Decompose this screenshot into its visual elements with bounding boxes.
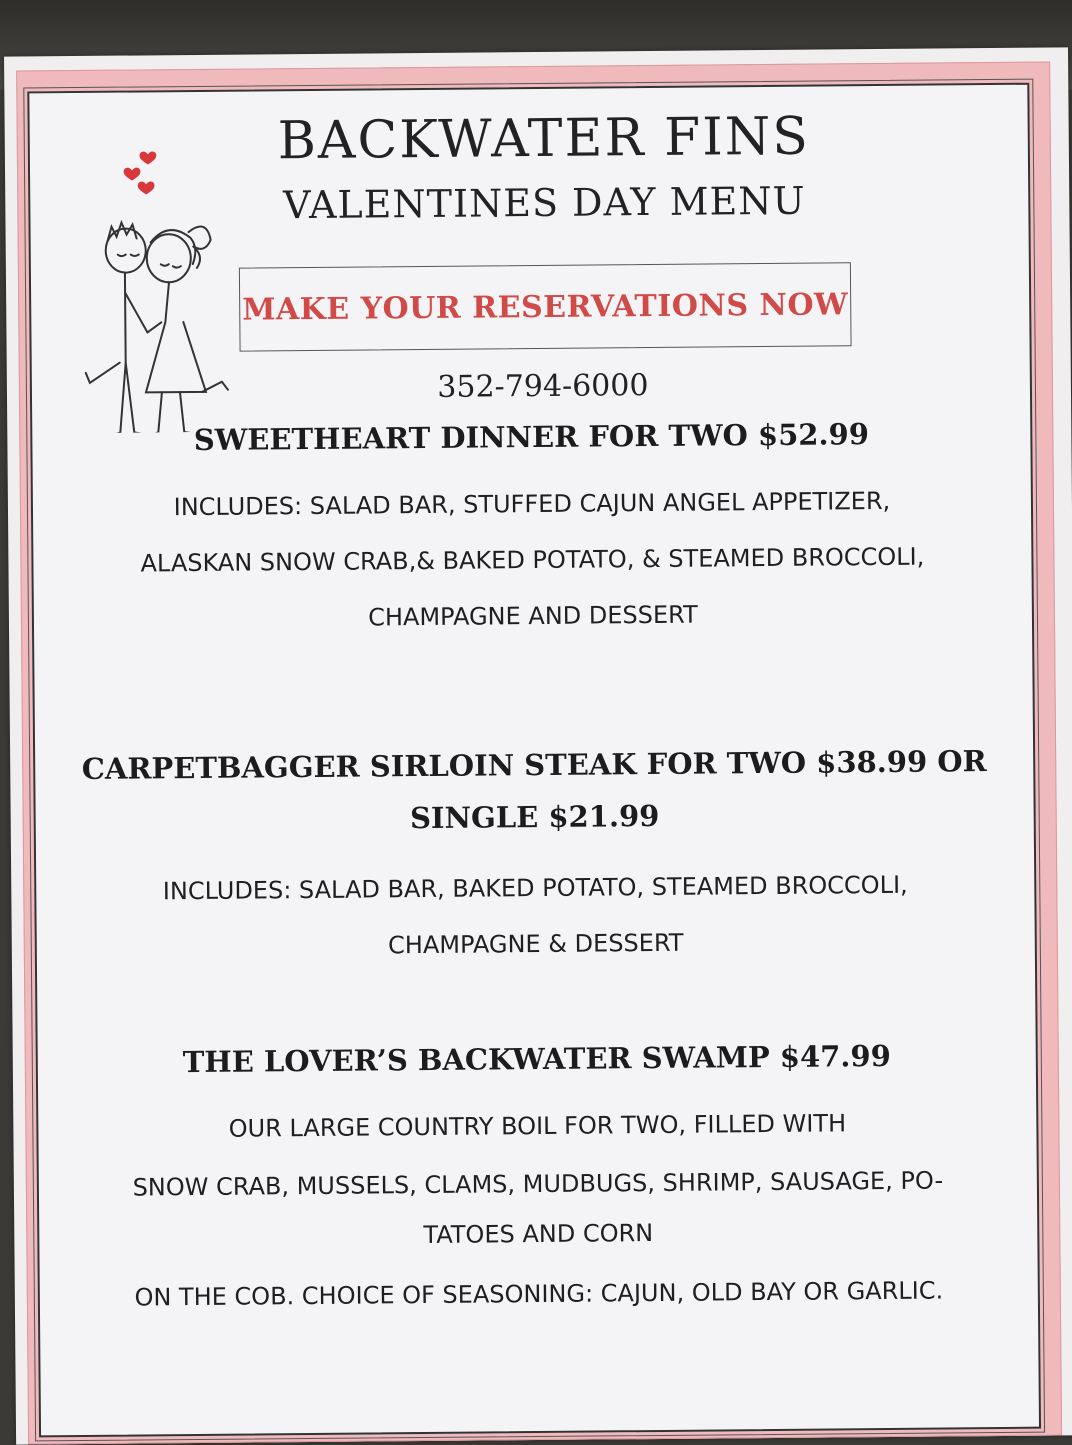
reservation-banner <box>239 262 852 351</box>
menu-item-heading: SINGLE $21.99 <box>409 798 660 836</box>
menu-item-line: OUR LARGE COUNTRY BOIL FOR TWO, FILLED WITH <box>228 1109 847 1143</box>
menu-frame <box>27 83 1041 1438</box>
menu-flyer <box>4 47 1072 1444</box>
menu-item-line: INCLUDES: SALAD BAR, BAKED POTATO, STEAMED BROCCOLI, <box>162 870 908 906</box>
menu-item-heading: CARPETBAGGER SIRLOIN STEAK FOR TWO $38.99 OR <box>81 744 987 786</box>
menu-item-line: INCLUDES: SALAD BAR, STUFFED CAJUN ANGEL APPETIZER, <box>173 486 891 522</box>
menu-item-heading: SWEETHEART DINNER FOR TWO $52.99 <box>193 417 870 458</box>
menu-item-line: CHAMPAGNE AND DESSERT <box>368 600 698 632</box>
menu-item-line: CHAMPAGNE & DESSERT <box>387 928 684 960</box>
reservation-text: MAKE YOUR RESERVATIONS NOW <box>242 286 849 328</box>
menu-item-line: ON THE COB. CHOICE OF SEASONING: CAJUN, OLD BAY OR GARLIC. <box>134 1276 944 1312</box>
menu-item-line: ALASKAN SNOW CRAB,& BAKED POTATO, & STEAMED BROCCOLI, <box>140 542 925 578</box>
phone-number: 352-794-6000 <box>437 368 649 405</box>
menu-item-heading: THE LOVER’S BACKWATER SWAMP $47.99 <box>182 1038 891 1080</box>
menu-item-line: SNOW CRAB, MUSSELS, CLAMS, MUDBUGS, SHRIMP, SAUSAGE, PO- <box>132 1166 944 1202</box>
decorative-border <box>16 62 1062 1445</box>
menu-subtitle: VALENTINES DAY MENU <box>282 178 806 228</box>
restaurant-name: BACKWATER FINS <box>277 106 811 172</box>
menu-item-line: TATOES AND CORN <box>423 1219 654 1250</box>
